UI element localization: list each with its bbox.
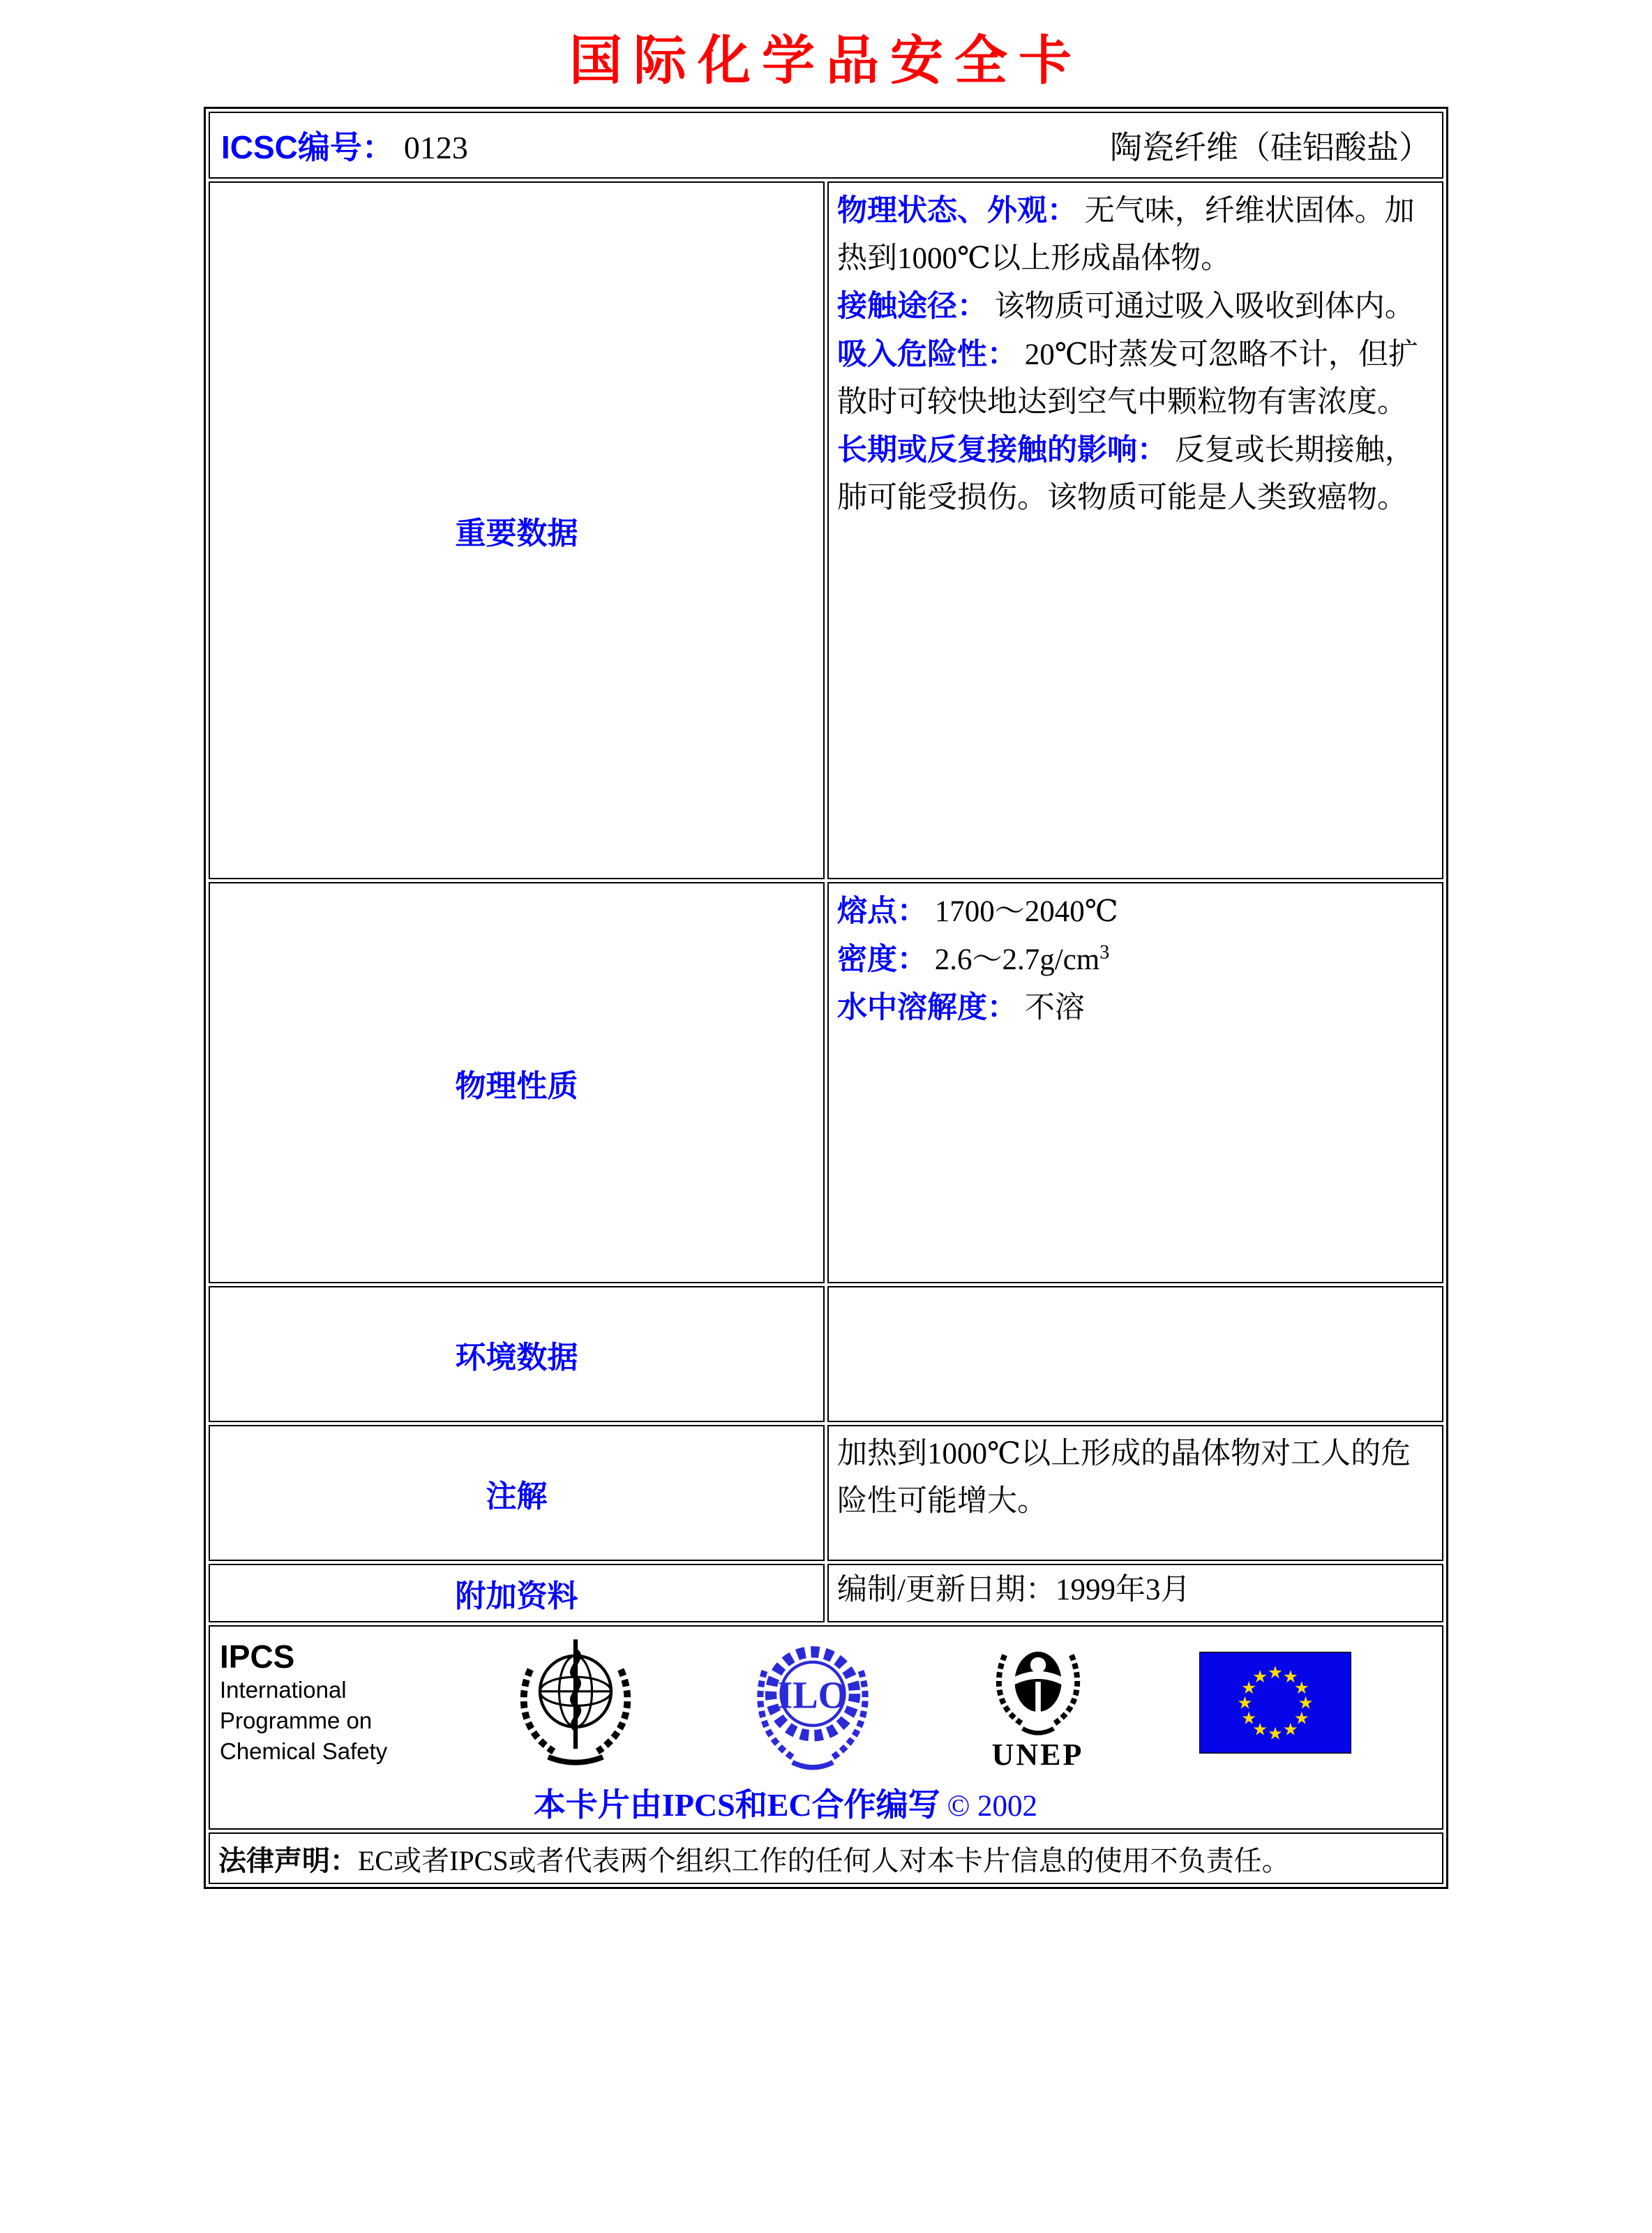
svg-text:★: ★ bbox=[1267, 1661, 1284, 1682]
svg-text:★: ★ bbox=[1252, 1719, 1268, 1740]
section-label-environmental-data: 环境数据 bbox=[209, 1286, 825, 1422]
icsc-number-label: ICSC编号： bbox=[221, 129, 394, 165]
page-title: 国际化学品安全卡 bbox=[569, 32, 1083, 91]
ilo-logo-icon bbox=[749, 1633, 876, 1772]
item-value: 不溶 bbox=[1024, 992, 1085, 1024]
item-value: 1700～2040℃ bbox=[934, 895, 1118, 928]
density-superscript: 3 bbox=[1099, 941, 1110, 964]
item-key: 接触途径： bbox=[837, 290, 987, 323]
svg-text:★: ★ bbox=[1282, 1666, 1298, 1687]
physical-item-melting-point bbox=[837, 888, 1432, 936]
item-key: 物理状态、外观： bbox=[837, 194, 1077, 227]
svg-text:★: ★ bbox=[1241, 1677, 1257, 1698]
ipcs-text-block bbox=[220, 1638, 401, 1767]
icsc-number-value: 0123 bbox=[403, 130, 468, 165]
eu-flag-icon bbox=[1199, 1652, 1351, 1754]
section-label-notes: 注解 bbox=[209, 1425, 825, 1561]
ipcs-name-line-2: Programme on bbox=[220, 1707, 373, 1733]
ipcs-acronym: IPCS bbox=[220, 1638, 295, 1675]
svg-text:★: ★ bbox=[1252, 1666, 1268, 1687]
important-data-content bbox=[827, 181, 1443, 879]
svg-text:★: ★ bbox=[1237, 1692, 1253, 1713]
chemical-name: 陶瓷纤维（硅铝酸盐） bbox=[1110, 130, 1431, 165]
important-item-long-term-effects bbox=[837, 426, 1432, 522]
physical-item-water-solubility bbox=[837, 984, 1432, 1032]
legal-notice-label: 法律声明： bbox=[218, 1845, 358, 1876]
physical-properties-content bbox=[827, 882, 1443, 1283]
important-item-physical-state bbox=[837, 187, 1432, 283]
ilo-logo-text: ILO bbox=[777, 1673, 848, 1716]
section-label-additional-info: 附加资料 bbox=[209, 1564, 825, 1622]
footer-caption-text: 本卡片由IPCS和EC合作编写 bbox=[533, 1787, 940, 1823]
important-item-exposure-routes bbox=[837, 283, 1432, 331]
footer-logos-row bbox=[209, 1625, 1443, 1830]
svg-text:★: ★ bbox=[1267, 1722, 1284, 1743]
ipcs-name-line-3: Chemical Safety bbox=[220, 1738, 388, 1764]
physical-item-density bbox=[837, 936, 1432, 984]
footer-copyright: © 2002 bbox=[947, 1790, 1038, 1823]
who-logo-icon bbox=[507, 1631, 644, 1774]
item-value: 无气味，纤维状固体。加热到1000℃以上形成晶体物。 bbox=[837, 195, 1415, 275]
svg-text:★: ★ bbox=[1293, 1677, 1309, 1698]
item-value: 20℃时蒸发可忽略不计，但扩散时可较快地达到空气中颗粒物有害浓度。 bbox=[837, 338, 1418, 419]
section-label-important-data: 重要数据 bbox=[209, 181, 825, 879]
item-key: 熔点： bbox=[837, 895, 927, 928]
item-key: 吸入危险性： bbox=[837, 338, 1017, 371]
unep-logo-icon bbox=[982, 1635, 1094, 1740]
environmental-data-content bbox=[827, 1286, 1443, 1422]
item-value: 反复或长期接触，肺可能受损伤。该物质可能是人类致癌物。 bbox=[837, 434, 1415, 514]
footer-caption bbox=[220, 1779, 1351, 1825]
important-item-inhalation-risk bbox=[837, 331, 1432, 426]
icsc-card-table bbox=[204, 107, 1448, 1889]
item-key: 密度： bbox=[837, 943, 927, 976]
legal-notice-text: EC或者IPCS或者代表两个组织工作的任何人对本卡片信息的使用不负责任。 bbox=[358, 1844, 1290, 1876]
ipcs-name-line-1: International bbox=[220, 1676, 347, 1703]
additional-info-content: 编制/更新日期：1999年3月 bbox=[827, 1564, 1443, 1622]
item-key: 水中溶解度： bbox=[837, 991, 1017, 1024]
section-label-physical-properties: 物理性质 bbox=[209, 882, 825, 1283]
item-value: 2.6～2.7g/cm bbox=[934, 943, 1100, 976]
unep-logo-block bbox=[982, 1635, 1094, 1770]
unep-logo-text: UNEP bbox=[991, 1737, 1084, 1772]
item-key: 长期或反复接触的影响： bbox=[837, 433, 1167, 467]
svg-text:★: ★ bbox=[1298, 1692, 1314, 1713]
notes-content: 加热到1000℃以上形成的晶体物对工人的危险性可能增大。 bbox=[827, 1425, 1443, 1561]
icsc-number-group bbox=[221, 122, 468, 168]
svg-text:★: ★ bbox=[1293, 1708, 1309, 1728]
svg-text:★: ★ bbox=[1241, 1708, 1257, 1728]
card-header-row bbox=[209, 112, 1443, 179]
svg-text:★: ★ bbox=[1282, 1719, 1298, 1740]
item-value: 该物质可通过吸入吸收到体内。 bbox=[994, 290, 1415, 323]
legal-notice-row bbox=[209, 1832, 1443, 1884]
